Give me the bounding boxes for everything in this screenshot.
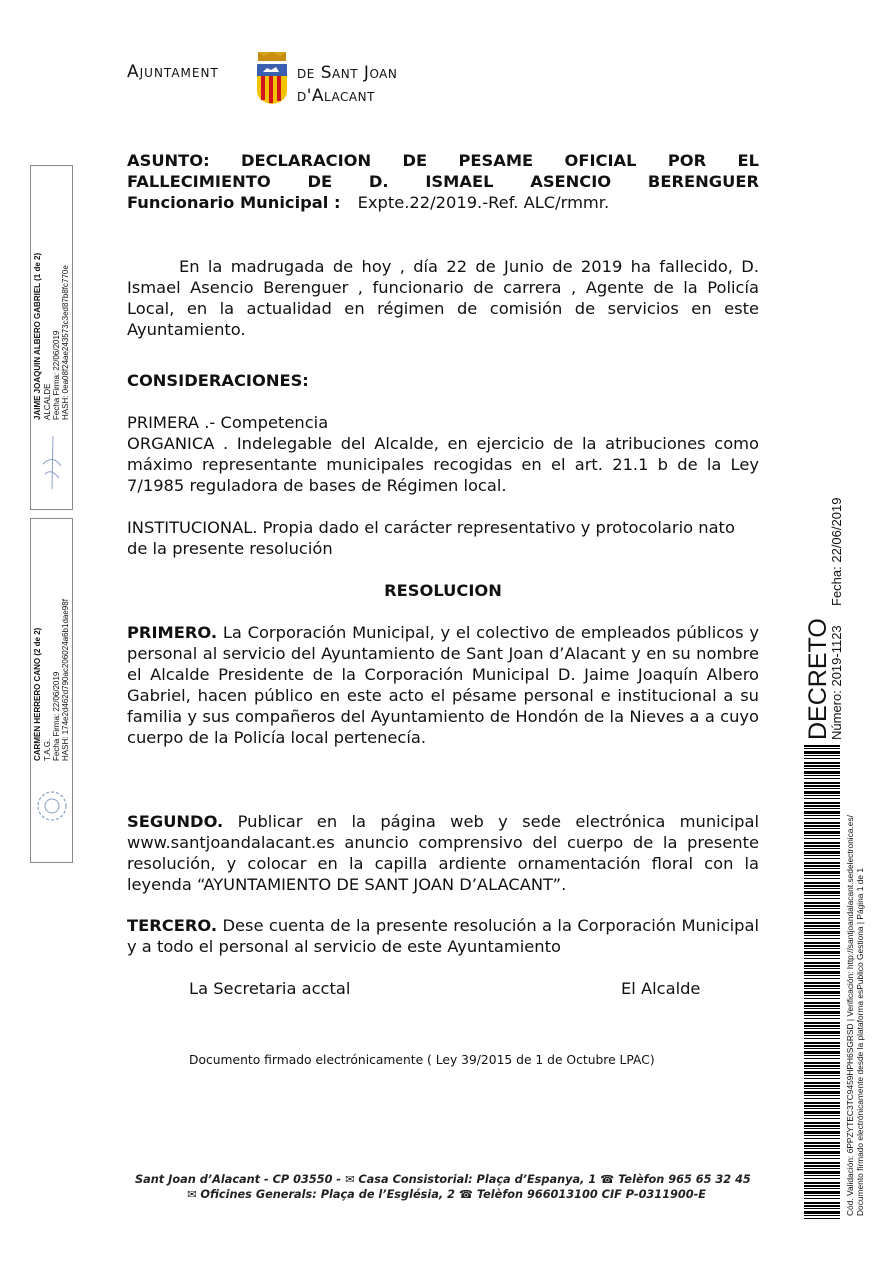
signer1-date: Fecha Firma: 22/06/2019 bbox=[52, 330, 61, 420]
header-municipality-line1: de Sant Joan bbox=[297, 63, 398, 83]
signer1-hash: HASH: 0ea08f24ae243573c3ed87b8fc770e bbox=[61, 265, 70, 420]
signature-secretary: La Secretaria acctal bbox=[189, 979, 351, 998]
subject-line3 bbox=[127, 192, 759, 213]
considerations-first-title: PRIMERA .- Competencia bbox=[127, 413, 329, 432]
footer-line2: ✉ Oficines Generals: Plaça de l’Església, 2 ☎ Telèfon 966013100 CIF P-0311900-E bbox=[187, 1188, 706, 1201]
considerations-second: INSTITUCIONAL. Propia dado el carácter representativo y protocolario nato de la presente resolución bbox=[127, 518, 735, 558]
validation-barcode bbox=[804, 745, 840, 1220]
coat-of-arms-logo bbox=[254, 52, 290, 104]
resolution-second bbox=[127, 811, 759, 895]
considerations-first-text: ORGANICA . Indelegable del Alcalde, en ejercicio de la atribuciones como máximo representante municipales recogidas en el art. 21.1 b de la Ley 7/1985 reguladora de bases de Régimen local. bbox=[127, 434, 759, 495]
signer2-role: T.A.G. bbox=[43, 738, 52, 761]
signer1-role: ALCALDE bbox=[43, 383, 52, 420]
subject-line2: FALLECIMIENTO DE D. ISMAEL ASENCIO BERENGUER bbox=[127, 172, 759, 191]
validation-code: Cód. Validación: 6PPZYTEC3TC9459HPH6SGRSD | Verificación: http://santjoandalacant.sedelectronica.es/ bbox=[845, 815, 855, 1216]
decree-label: DECRETO bbox=[804, 618, 832, 740]
subject-reference: Expte.22/2019.-Ref. ALC/rmmr. bbox=[357, 193, 610, 212]
signature-box-secretary bbox=[30, 518, 73, 863]
subject-block bbox=[127, 150, 759, 213]
header-ajuntament: Ajuntament bbox=[127, 62, 219, 82]
signature-box-mayor bbox=[30, 165, 73, 510]
subject-line1: ASUNTO: DECLARACION DE PESAME OFICIAL POR EL bbox=[127, 151, 759, 170]
header-municipality bbox=[297, 62, 397, 108]
resolution-second-text: Publicar en la página web y sede electrónica municipal www.santjoandalacant.es anuncio comprensivo del cuerpo de la presente resolución, y colocar en la capilla ardiente ornamentación floral con la leyenda “AYUNTAMIENTO DE SANT JOAN D’ALACANT”. bbox=[127, 812, 759, 894]
official-seal-icon bbox=[35, 789, 69, 823]
considerations-first bbox=[127, 412, 759, 496]
subject-label: Funcionario Municipal : bbox=[127, 193, 341, 212]
considerations-heading: CONSIDERACIONES: bbox=[127, 371, 309, 390]
signature-mayor: El Alcalde bbox=[621, 979, 701, 998]
electronic-signature-note: Documento firmado electrónicamente ( Ley 39/2015 de 1 de Octubre LPAC) bbox=[189, 1053, 655, 1067]
resolution-second-label: SEGUNDO. bbox=[127, 812, 224, 831]
validation-platform: Documento firmado electrónicamente desde la plataforma esPublico Gestiona | Página 1 de 1 bbox=[855, 867, 865, 1216]
resolution-first-text: La Corporación Municipal, y el colectivo de empleados públicos y personal al servicio del Ayuntamiento de Sant Joan d’Alacant y en su nombre el Alcalde Presidente de la Corporación Municipal D. Jaime Joaquín Albero Gabriel, hacen público en este acto el pésame personal e institucional a su familia y sus compañeros del Ayuntamiento de Hondón de la Nieves a a cuyo cuerpo de la Policía local pertenecía. bbox=[127, 623, 759, 747]
header-municipality-line2: d'Alacant bbox=[297, 86, 375, 106]
signer2-date: Fecha Firma: 22/06/2019 bbox=[52, 671, 61, 761]
decree-date: Fecha: 22/06/2019 bbox=[829, 497, 844, 606]
footer-line1: Sant Joan d’Alacant - CP 03550 - ✉ Casa Consistorial: Plaça d’Espanya, 1 ☎ Telèfon 965 65 32 45 bbox=[135, 1173, 751, 1186]
signer2-name: CARMEN HERRERO CANO (2 de 2) bbox=[33, 627, 42, 761]
resolution-third-label: TERCERO. bbox=[127, 916, 218, 935]
intro-paragraph: En la madrugada de hoy , día 22 de Junio de 2019 ha fallecido, D. Ismael Asencio Berenguer , funcionario de carrera , Agente de la Policía Local, en la actualidad en régimen de comisión de servicios en este Ayuntamiento. bbox=[127, 257, 759, 339]
signer1-name: JAIME JOAQUIN ALBERO GABRIEL (1 de 2) bbox=[33, 252, 42, 420]
resolution-third bbox=[127, 915, 759, 957]
resolution-third-text: Dese cuenta de la presente resolución a la Corporación Municipal y a todo el personal al servicio de este Ayuntamiento bbox=[127, 916, 759, 956]
resolution-first bbox=[127, 622, 759, 748]
resolution-first-label: PRIMERO. bbox=[127, 623, 218, 642]
resolution-heading: RESOLUCION bbox=[384, 581, 502, 600]
signer2-hash: HASH: 174e2d462d790ac206024a6b1dae98f bbox=[61, 599, 70, 761]
signature-scribble-icon bbox=[39, 434, 65, 494]
decree-number: Número: 2019-1123 bbox=[829, 625, 844, 740]
